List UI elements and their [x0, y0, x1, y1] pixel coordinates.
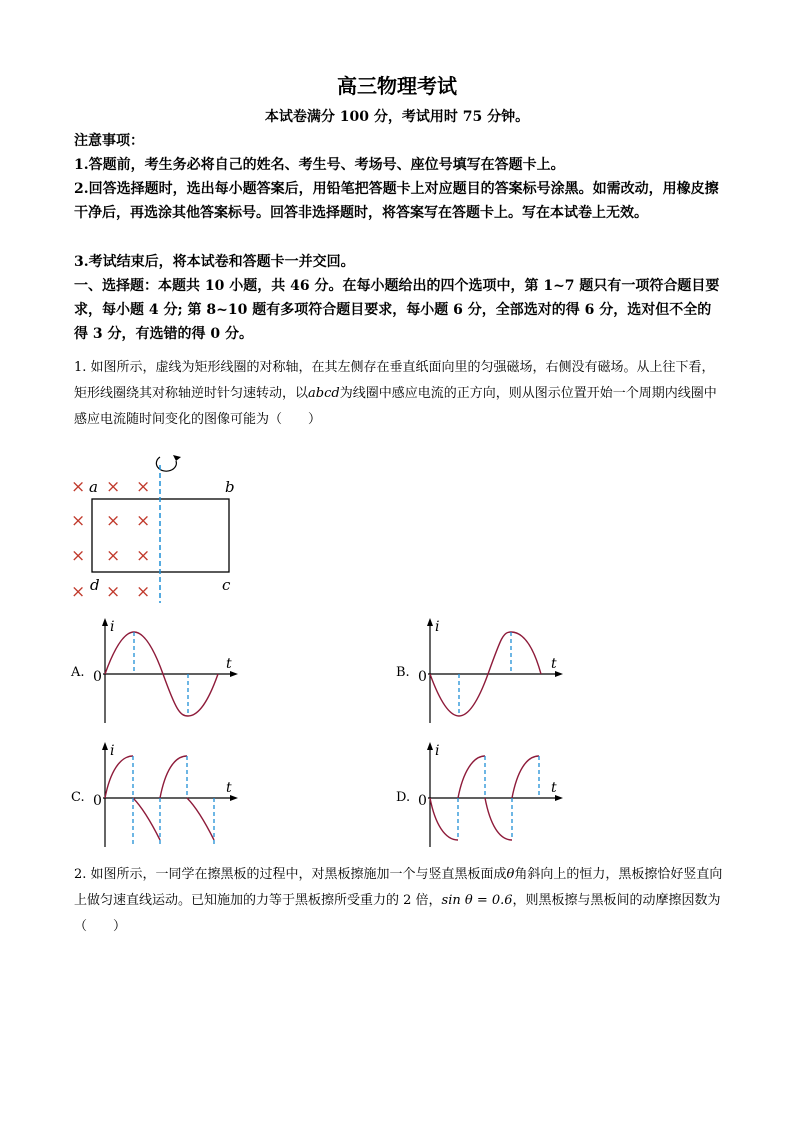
label-c: c	[222, 576, 231, 594]
svg-text:×: ×	[106, 477, 121, 497]
svg-text:×: ×	[106, 582, 121, 602]
svg-text:i: i	[110, 619, 115, 635]
option-b-graph[interactable]	[413, 618, 573, 728]
svg-text:t: t	[551, 656, 557, 672]
svg-text:×: ×	[71, 477, 86, 497]
option-c-graph[interactable]	[88, 742, 248, 852]
notice-heading: 注意事项：	[74, 133, 144, 149]
svg-text:t: t	[226, 780, 232, 796]
svg-text:t: t	[226, 656, 232, 672]
option-a-label[interactable]: A.	[71, 665, 85, 680]
notice-item-1: 1.答题前，考生务必将自己的姓名、考生号、考场号、座位号填写在答题卡上。	[74, 157, 565, 173]
option-b-label[interactable]: B.	[396, 665, 410, 680]
label-d: d	[90, 576, 100, 594]
coil-figure	[60, 445, 260, 615]
svg-text:t: t	[551, 780, 557, 796]
question-1-text: 1. 如图所示，虚线为矩形线圈的对称轴，在其左侧存在垂直纸面向里的匀强磁场，右侧没有磁场。从上往下看，矩形线圈绕其对称轴逆时针匀速转动，以abcd为线圈中感应电流的正方向，则从图示位置开始一个周期内线圈中感应电流随时间变化的图像可能为（ ）	[74, 360, 717, 427]
section-1-instructions: 一、选择题：本题共 10 小题，共 46 分。在每小题给出的四个选项中，第 1~7 题只有一项符合题目要求，每小题 4 分; 第 8~10 题有多项符合题目要求，每小题 6 分，全部选对的得 6 分，选对但不全的得 3 分，有选错的得 0 分。	[74, 278, 720, 342]
svg-text:i: i	[110, 743, 115, 759]
svg-text:×: ×	[136, 546, 151, 566]
notice-item-3: 3.考试结束后，将本试卷和答题卡一并交回。	[74, 254, 355, 270]
svg-text:0: 0	[418, 793, 427, 809]
option-a-graph[interactable]	[88, 618, 248, 728]
svg-text:×: ×	[136, 477, 151, 497]
notice-item-2: 2.回答选择题时，选出每小题答案后，用铅笔把答题卡上对应题目的答案标号涂黑。如需改动，用橡皮擦干净后，再选涂其他答案标号。回答非选择题时，将答案写在答题卡上。写在本试卷上无效。	[74, 181, 719, 221]
svg-text:×: ×	[136, 511, 151, 531]
option-d-graph[interactable]	[413, 742, 573, 852]
exam-subtitle: 本试卷满分 100 分，考试用时 75 分钟。	[264, 109, 530, 125]
svg-text:×: ×	[71, 582, 86, 602]
svg-text:i: i	[435, 743, 440, 759]
svg-text:×: ×	[71, 511, 86, 531]
svg-text:0: 0	[93, 793, 102, 809]
magnetic-field-crosses	[71, 477, 150, 602]
option-d-label[interactable]: D.	[396, 790, 411, 805]
question-2-text: 2. 如图所示，一同学在擦黑板的过程中，对黑板擦施加一个与竖直黑板面成θ角斜向上的恒力，黑板擦恰好竖直向上做匀速直线运动。已知施加的力等于黑板擦所受重力的 2 倍，sin θ = 0.6，则黑板擦与黑板间的动摩擦因数为（ ）	[74, 867, 723, 934]
label-b: b	[225, 478, 235, 496]
svg-text:×: ×	[136, 582, 151, 602]
svg-text:×: ×	[106, 546, 121, 566]
svg-text:0: 0	[93, 669, 102, 685]
svg-text:×: ×	[106, 511, 121, 531]
svg-text:×: ×	[71, 546, 86, 566]
page-title: 高三物理考试	[337, 74, 457, 98]
svg-text:i: i	[435, 619, 440, 635]
svg-text:0: 0	[418, 669, 427, 685]
label-a: a	[89, 478, 98, 496]
option-c-label[interactable]: C.	[71, 790, 85, 805]
